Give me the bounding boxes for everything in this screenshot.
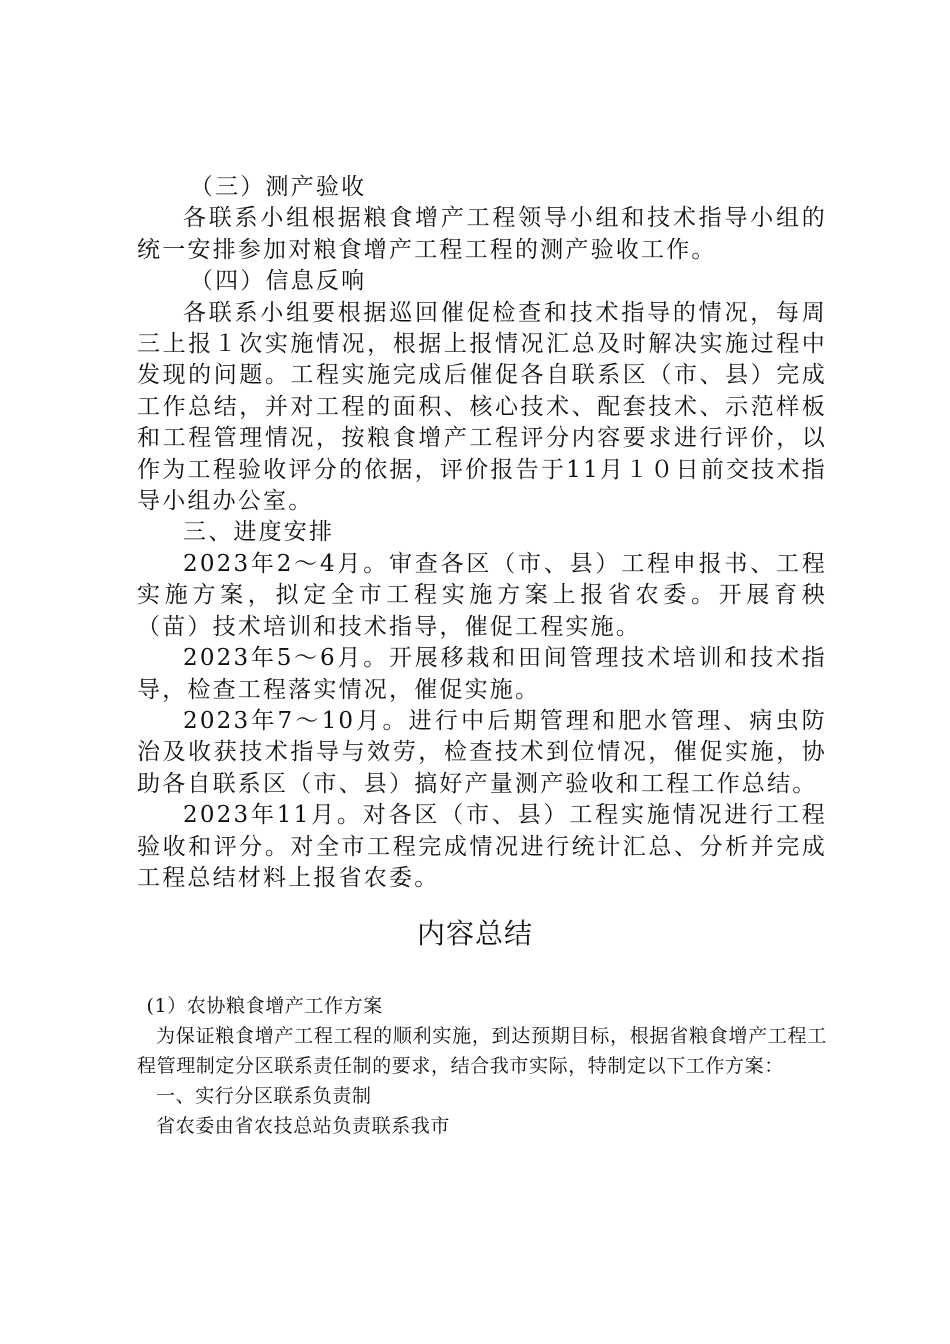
section-four-heading: （四）信息反响 [189,268,367,295]
summary-body [137,991,827,1141]
schedule-heading: 三、进度安排 [183,519,335,546]
schedule-item: 2023年11月。对各区（市、县）工程实施情况进行工程验收和评分。对全市工程完成情况进行统计汇总、分析并完成工程总结材料上报省农委。 [137,802,827,891]
summary-item-title: (1）农协粮食增产工作方案 [146,995,383,1017]
section-three-heading: （三）测产验收 [189,174,367,200]
summary-title: 内容总结 [416,917,533,950]
schedule-item: 2023年7～10月。进行中后期管理和肥水管理、病虫防治及收获技术指导与效劳，检查技术到位情况，催促实施，协助各自联系区（市、县）搞好产量测产验收和工程工作总结。 [137,707,827,797]
summary-line-one: 一、实行分区联系负责制 [156,1085,372,1107]
schedule-item: 2023年2～4月。审查各区（市、县）工程申报书、工程实施方案，拟定全市工程实施方案上报省农委。开展育秧（苗）技术培训和技术指导，催促工程实施。 [137,550,827,640]
document-body [137,172,827,894]
section-four-body: 各联系小组要根据巡回催促检查和技术指导的情况，每周三上报１次实施情况，根据上报情况汇总及时解决实施过程中发现的问题。工程实施完成后催促各自联系区（市、县）完成工作总结，并对工程的面积、核心技术、配套技术、示范样板和工程管理情况，按粮食增产工程评分内容要求进行评价，以作为工程验收评分的依据，评价报告于11月１０日前交技术指导小组办公室。 [137,299,827,515]
schedule-item: 2023年5～6月。开展移栽和田间管理技术培训和技术指导，检查工程落实情况，催促实施。 [137,645,827,703]
summary-paragraph: 为保证粮食增产工程工程的顺利实施，到达预期目标，根据省粮食增产工程工程管理制定分区联系责任制的要求，结合我市实际，特制定以下工作方案： [137,1025,827,1077]
section-three-body: 各联系小组根据粮食增产工程领导小组和技术指导小组的统一安排参加对粮食增产工程工程的测产验收工作。 [137,205,827,263]
summary-line-two: 省农委由省农技总站负责联系我市 [156,1115,451,1137]
